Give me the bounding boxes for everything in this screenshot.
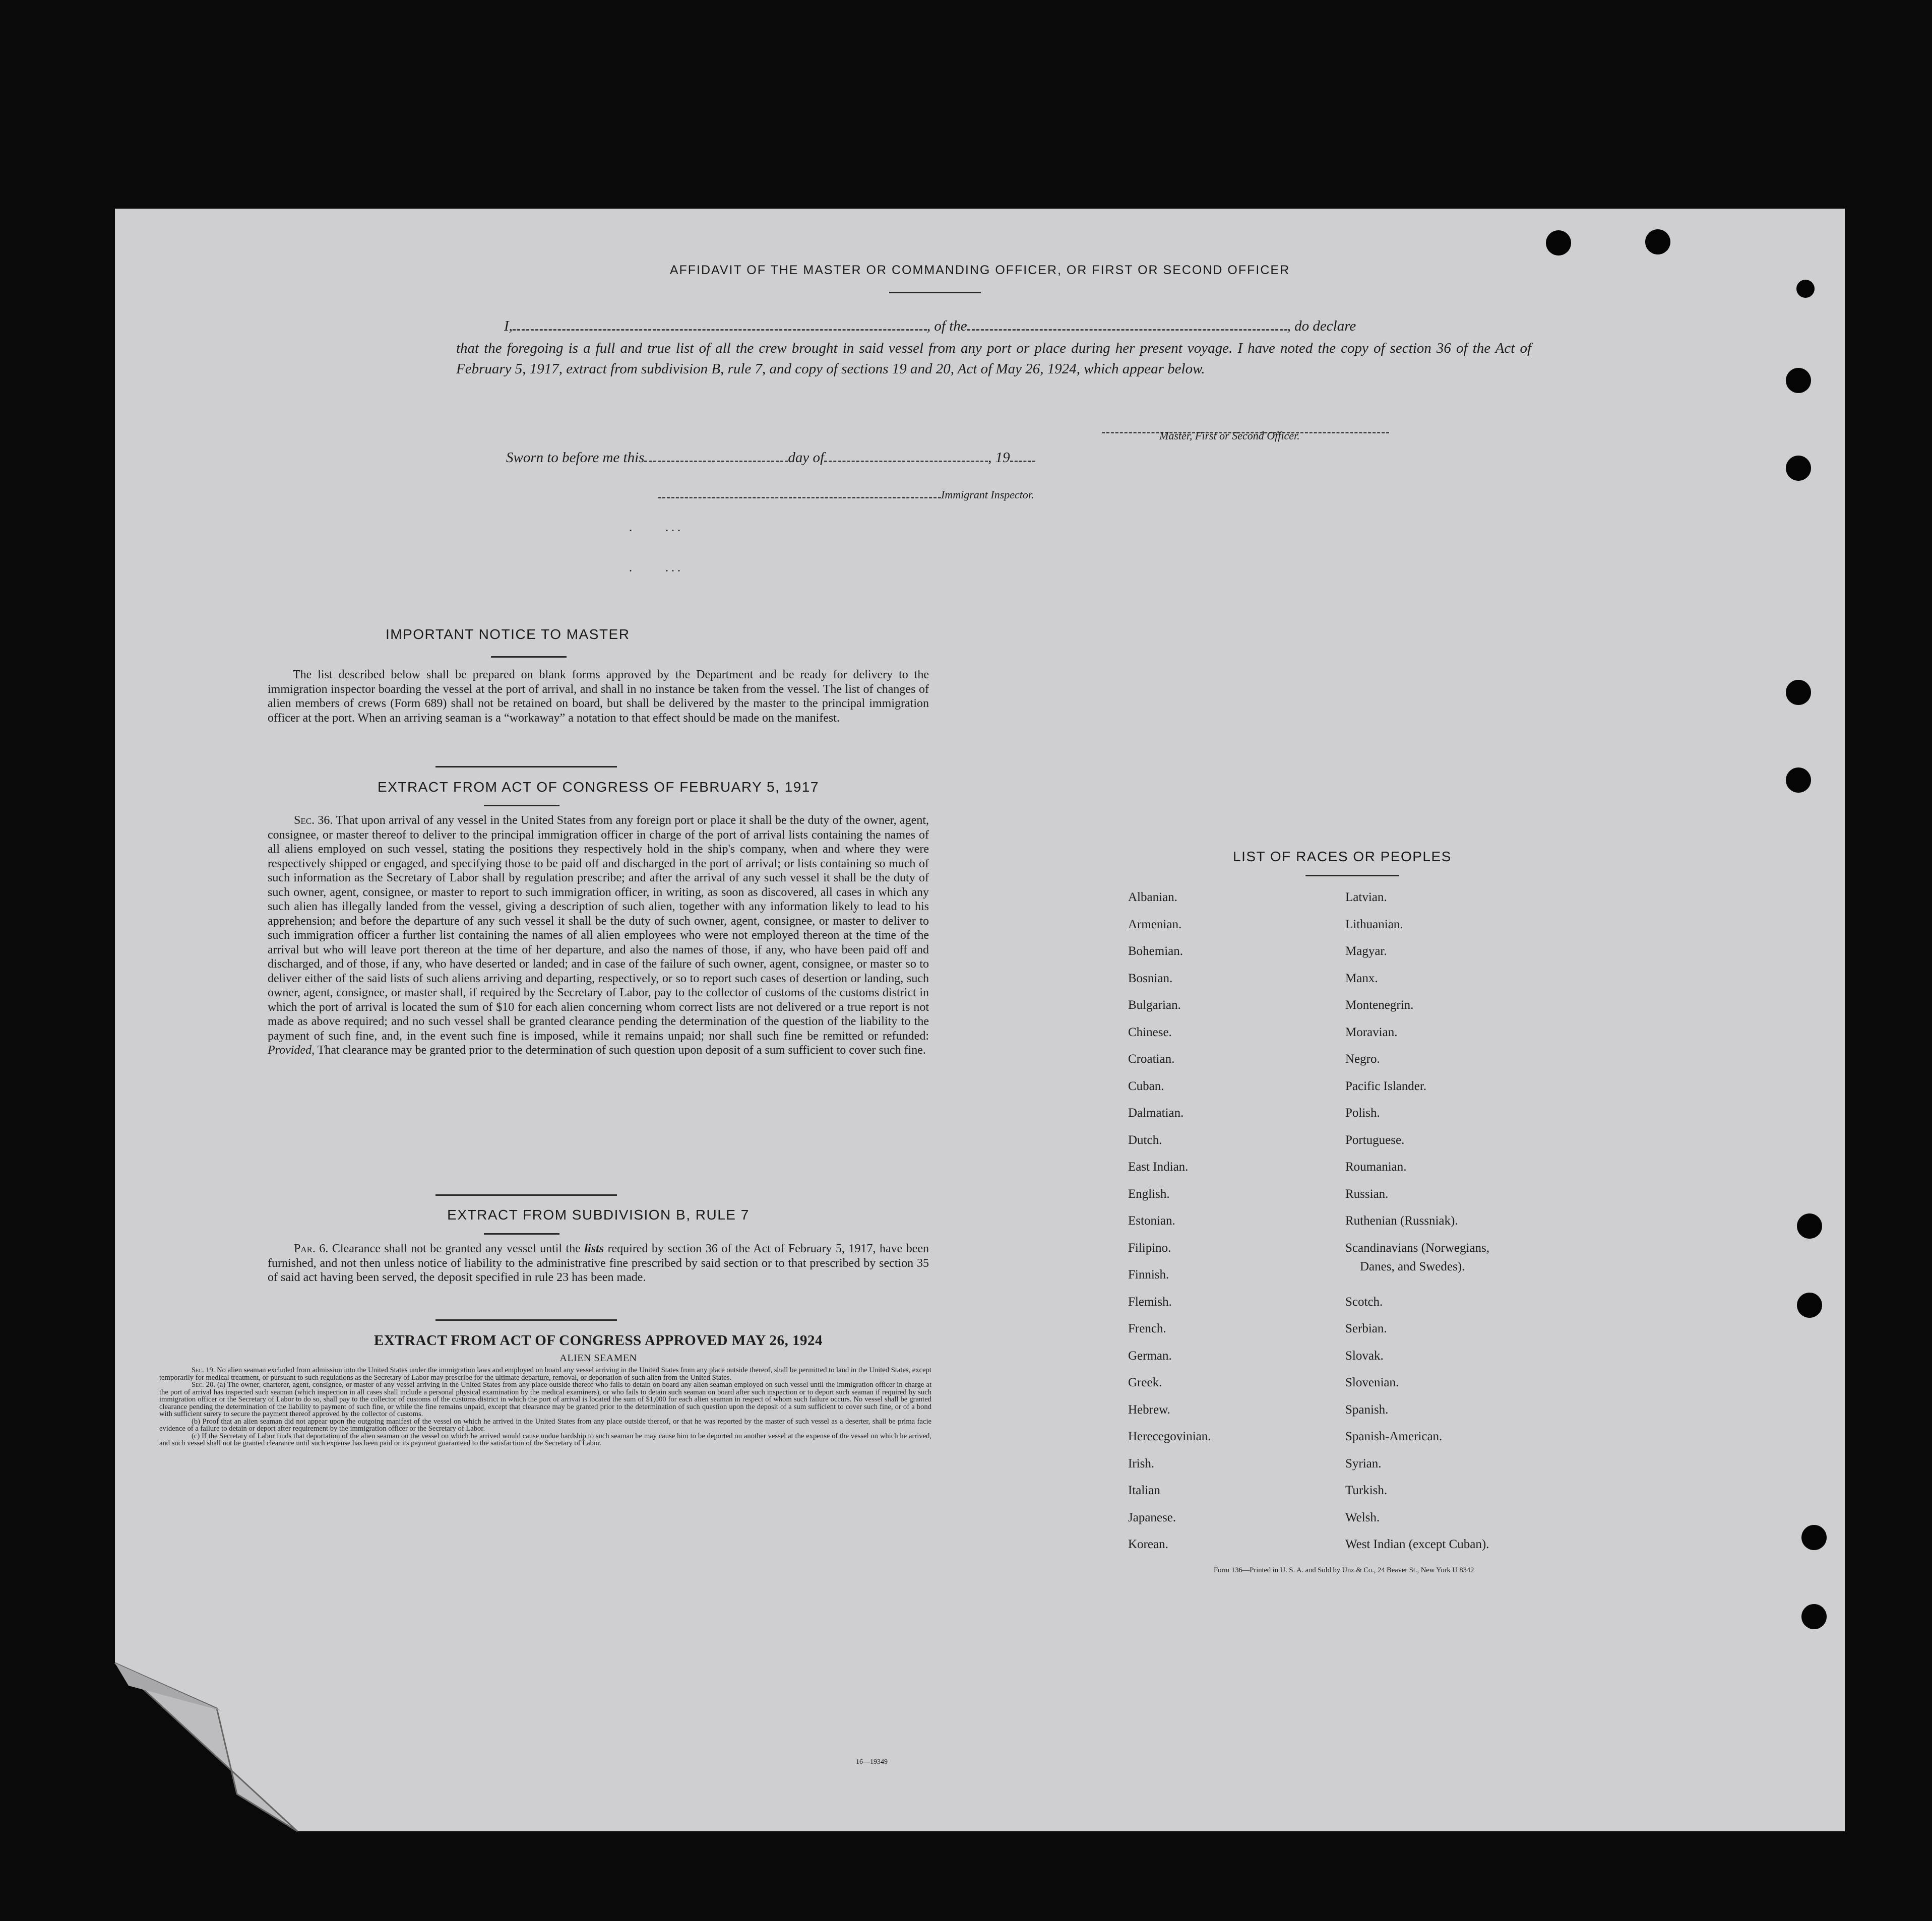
race-item: Slovenian. (1345, 1376, 1399, 1389)
race-item: Spanish. (1345, 1402, 1389, 1417)
i-prefix: I, (504, 318, 513, 334)
year-prefix: , 19 (988, 450, 1010, 466)
extract-1924-body (159, 1367, 931, 1447)
punch-hole (1786, 456, 1811, 481)
race-item: East Indian. (1128, 1160, 1189, 1174)
race-item: Spanish-American. (1345, 1430, 1443, 1443)
inspector-signature-blank[interactable] (658, 497, 941, 498)
punch-hole (1645, 229, 1670, 254)
race-item: Polish. (1345, 1106, 1380, 1120)
race-item: Bohemian. (1128, 944, 1183, 958)
punch-hole (1786, 368, 1811, 393)
sec-36-text-end: That clearance may be granted prior to the determination of such question upon deposit of a sum sufficient to cover such fine. (317, 1044, 926, 1057)
race-item: Estonian. (1128, 1214, 1175, 1228)
inspector-label: Immigrant Inspector. (941, 488, 1034, 501)
race-item: Cuban. (1128, 1079, 1164, 1093)
par-6-label: Par. 6. (294, 1242, 329, 1255)
printer-footer: Form 136—Printed in U. S. A. and Sold by Unz & Co., 24 Beaver St., New York U 8342 (1214, 1566, 1474, 1574)
par-6-text-b: required by section 36 of the Act of February 5, 1917, have been furnished, and not then unless notice of liability to the administrative fine prescribed by said section or to that prescribed by section 35 of said act having been served, the deposit specified in rule 23 has been made. (268, 1242, 929, 1284)
race-item: Serbian. (1345, 1322, 1387, 1335)
race-item: Dutch. (1128, 1133, 1162, 1147)
stray-mark: . . . . (629, 521, 680, 534)
race-item: Magyar. (1345, 944, 1387, 958)
race-item: Chinese. (1128, 1025, 1172, 1039)
race-item: Irish. (1128, 1456, 1155, 1470)
of-the-label: , of the (926, 318, 967, 334)
race-item: Bosnian. (1128, 971, 1173, 985)
punch-hole (1546, 230, 1571, 255)
inspector-line (658, 488, 1034, 501)
race-item: Dalmatian. (1128, 1106, 1184, 1120)
race-item: Portuguese. (1345, 1133, 1405, 1147)
declaration-line (504, 318, 1532, 335)
race-item: Albanian. (1128, 890, 1177, 904)
extract-rule7-divider (484, 1233, 559, 1235)
race-item: West Indian (except Cuban). (1345, 1538, 1489, 1551)
race-item: Scandinavians (Norwegians, (1345, 1241, 1490, 1255)
sec-19-text: No alien seaman excluded from admission into the United States under the immigration laws and employed on board any vessel arriving in the United States from any place outside thereof, shall be permitted to land in the United States, except temporarily for medical treatment, or pursuant to such regulations as the Secretary of Labor may prescribe for the ultimate departure, removal, or deportation of such alien from the United States. (159, 1366, 931, 1382)
race-item: Turkish. (1345, 1484, 1388, 1497)
notice-title: IMPORTANT NOTICE TO MASTER (386, 626, 630, 642)
race-item: Finnish. (1128, 1268, 1169, 1282)
race-item: Flemish. (1128, 1295, 1172, 1309)
stray-mark: . . . . (629, 561, 680, 574)
race-item: Japanese. (1128, 1510, 1176, 1524)
race-item: Manx. (1345, 971, 1378, 985)
vessel-blank[interactable] (967, 329, 1287, 331)
race-item: Negro. (1345, 1052, 1380, 1066)
race-item: Pacific Islander. (1345, 1079, 1427, 1093)
lists-word: lists (584, 1242, 604, 1255)
punch-hole (1796, 280, 1815, 298)
master-signature-label: Master, First or Second Officer. (1159, 429, 1300, 442)
alien-seamen-subtitle: ALIEN SEAMEN (559, 1353, 637, 1364)
punch-hole (1797, 1293, 1822, 1318)
race-item: Armenian. (1128, 917, 1182, 931)
race-item: French. (1128, 1322, 1166, 1335)
race-item: Welsh. (1345, 1510, 1380, 1524)
day-of-label: day of (788, 450, 825, 466)
race-item: German. (1128, 1349, 1172, 1363)
race-item: Roumanian. (1345, 1160, 1407, 1174)
notice-divider (491, 656, 567, 658)
section-divider (435, 1194, 617, 1196)
race-item: Hebrew. (1128, 1402, 1170, 1417)
race-item: Filipino. (1128, 1241, 1171, 1255)
race-item: Greek. (1128, 1376, 1162, 1389)
extract-rule7-title: EXTRACT FROM SUBDIVISION B, RULE 7 (447, 1207, 750, 1223)
race-item: Herecegovinian. (1128, 1430, 1211, 1443)
sworn-year-blank[interactable] (1010, 461, 1035, 462)
punch-hole (1786, 680, 1811, 705)
race-item: Slovak. (1345, 1349, 1384, 1363)
punch-hole (1797, 1213, 1822, 1239)
sec-36-label: Sec. 36. (294, 814, 333, 827)
race-item: Montenegrin. (1345, 998, 1414, 1012)
extract-1917-title: EXTRACT FROM ACT OF CONGRESS OF FEBRUARY 5, 1917 (378, 779, 819, 795)
name-blank[interactable] (513, 329, 927, 331)
sec-20b-text: (b) Proof that an alien seaman did not appear upon the outgoing manifest of the vessel on which he arrived in the United States from any place outside thereof, or that he was reported by the master of such vessel as a deserter, shall be prima facie evidence of a failure to detain or deport after requirement by the immigration officer or the Secretary of Labor. (159, 1417, 931, 1433)
sec-20-label: Sec. 20. (192, 1381, 215, 1389)
sworn-day-blank[interactable] (644, 461, 788, 462)
section-divider (435, 1319, 617, 1321)
sec-20a-text: (a) The owner, charterer, agent, consignee, or master of any vessel arriving in the United States from any place outside thereof who fails to detain on board any alien seaman employed on such vessel until the immigration officer in charge at the port of arrival has inspected such seaman (which inspection in all cases shall include a personal physical examination by the medical examiners), or who fails to detain such seaman on board after such inspection or to deport such seaman if required by such immigration officer or the Secretary of Labor to do so, shall pay to the collector of customs of the customs district in which the port of arrival is located the sum of $1,000 for each alien seaman in respect of whom such failure occurs. No vessel shall be granted clearance pending the determination of the liability to payment of such fine, or while the fine remains unpaid, except that clearance may be granted prior to the determination of such question upon the deposit of a sum sufficient to cover such fine, or of a bond with sufficient surety to secure the payment thereof approved by the collector of customs. (159, 1381, 932, 1418)
sec-36-text: That upon arrival of any vessel in the United States from any foreign port or place it shall be the duty of the owner, agent, consignee, or master thereof to deliver to the principal immigration officer in charge of the port of arrival lists containing the names of all aliens employed on such vessel, stating the positions they respectively hold in the ship's company, when and where they were respectively shipped or engaged, and specifying those to be paid off and discharged in the port of arrival; or lists containing so much of such information as the Secretary of Labor shall by regulation prescribe; and after the arrival of any such vessel it shall be the duty of such owner, agent, consignee, or master to report to such immigration officer, in writing, as soon as discovered, all cases in which any such alien has illegally landed from the vessel, giving a description of such alien, together with any information likely to lead to his apprehension; and before the departure of any such vessel it shall be the duty of such owner, agent, consignee, or master to deliver to such immigration officer a further list containing the names of all alien employees who were not employed thereon at the time of the arrival but who will leave port thereon at the time of her departure, and also the names of those, if any, who have been paid off and discharged, and of those, if any, who have deserted or landed; and in case of the failure of such owner, agent, consignee, or master so to deliver either of the said lists of such aliens arriving and departing, respectively, or so to report such cases of desertion or landing, such owner, agent, consignee, or master shall, if required by the Secretary of Labor, pay to the collector of customs of the customs district in which the port of arrival is located the sum of $10 for each alien concerning whom correct lists are not delivered or a true report is not made as above required; and no such vessel shall be granted clearance pending the determination of the question of the liability to the payment of such fine, and, in the event such fine is imposed, while it remains unpaid; nor shall such fine be remitted or refunded: (268, 814, 929, 1043)
affidavit-body: that the foregoing is a full and true list of all the crew brought in said vessel from any port or place during her present voyage. I have noted the copy of section 36 of the Act of February 5, 1917, extract from subdivision B, rule 7, and copy of sections 19 and 20, Act of May 26, 1924, which appear below. (456, 340, 1531, 377)
sworn-prefix: Sworn to before me this (506, 450, 645, 466)
scandinavians-continuation: Danes, and Swedes). (1360, 1260, 1465, 1273)
race-item: English. (1128, 1187, 1170, 1201)
affidavit-title: AFFIDAVIT OF THE MASTER OR COMMANDING OFFICER, OR FIRST OR SECOND OFFICER (669, 263, 1290, 277)
extract-1917-body (268, 813, 929, 1058)
race-item: Syrian. (1345, 1456, 1382, 1470)
races-title: LIST OF RACES OR PEOPLES (1233, 849, 1452, 864)
punch-hole (1801, 1604, 1827, 1629)
do-declare-label: , do declare (1287, 318, 1356, 334)
race-item: Russian. (1345, 1187, 1389, 1201)
par-6-text-a: Clearance shall not be granted any vessel until the (332, 1242, 581, 1255)
notice-body: The list described below shall be prepared on blank forms approved by the Department and be ready for delivery to the immigration inspector boarding the vessel at the port of arrival, and shall in no instance be taken from the vessel. The list of changes of alien members of crews (Form 689) shall not be retained on board, but shall be delivered by the master to the principal immigration officer at the port. When an arriving seaman is a “workaway” a notation to that effect should be made on the manifest. (268, 668, 929, 725)
races-divider (1305, 875, 1399, 876)
race-item: Bulgarian. (1128, 998, 1181, 1012)
extract-1924-title: EXTRACT FROM ACT OF CONGRESS APPROVED MAY 26, 1924 (374, 1332, 823, 1349)
race-item: Italian (1128, 1484, 1160, 1497)
race-item: Korean. (1128, 1538, 1168, 1551)
race-item: Croatian. (1128, 1052, 1175, 1066)
extract-1917-divider (484, 805, 559, 806)
sec-20c-text: (c) If the Secretary of Labor finds that deportation of the alien seaman on the vessel on which he arrived would cause undue hardship to such seaman he may cause him to be deported on another vessel at the expense of the vessel on which he arrived, and such vessel shall not be granted clearance until such expense has been paid or its payment guaranteed to the satisfaction of the Secretary of Labor. (159, 1432, 931, 1447)
sworn-month-blank[interactable] (824, 461, 988, 462)
section-divider (435, 766, 617, 767)
race-item: Moravian. (1345, 1025, 1398, 1039)
race-item: Lithuanian. (1345, 917, 1403, 931)
punch-hole (1801, 1525, 1827, 1550)
document-sheet (115, 209, 1845, 1831)
sworn-line (506, 450, 1035, 466)
race-item: Scotch. (1345, 1295, 1383, 1309)
form-code: 16—19349 (856, 1758, 888, 1766)
sec-19-label: Sec. 19. (192, 1366, 215, 1374)
extract-rule7-body (268, 1242, 929, 1285)
race-item: Latvian. (1345, 890, 1387, 904)
provided-word: Provided, (268, 1044, 315, 1057)
race-item: Ruthenian (Russniak). (1345, 1214, 1458, 1228)
title-divider (889, 292, 981, 293)
punch-hole (1786, 767, 1811, 793)
